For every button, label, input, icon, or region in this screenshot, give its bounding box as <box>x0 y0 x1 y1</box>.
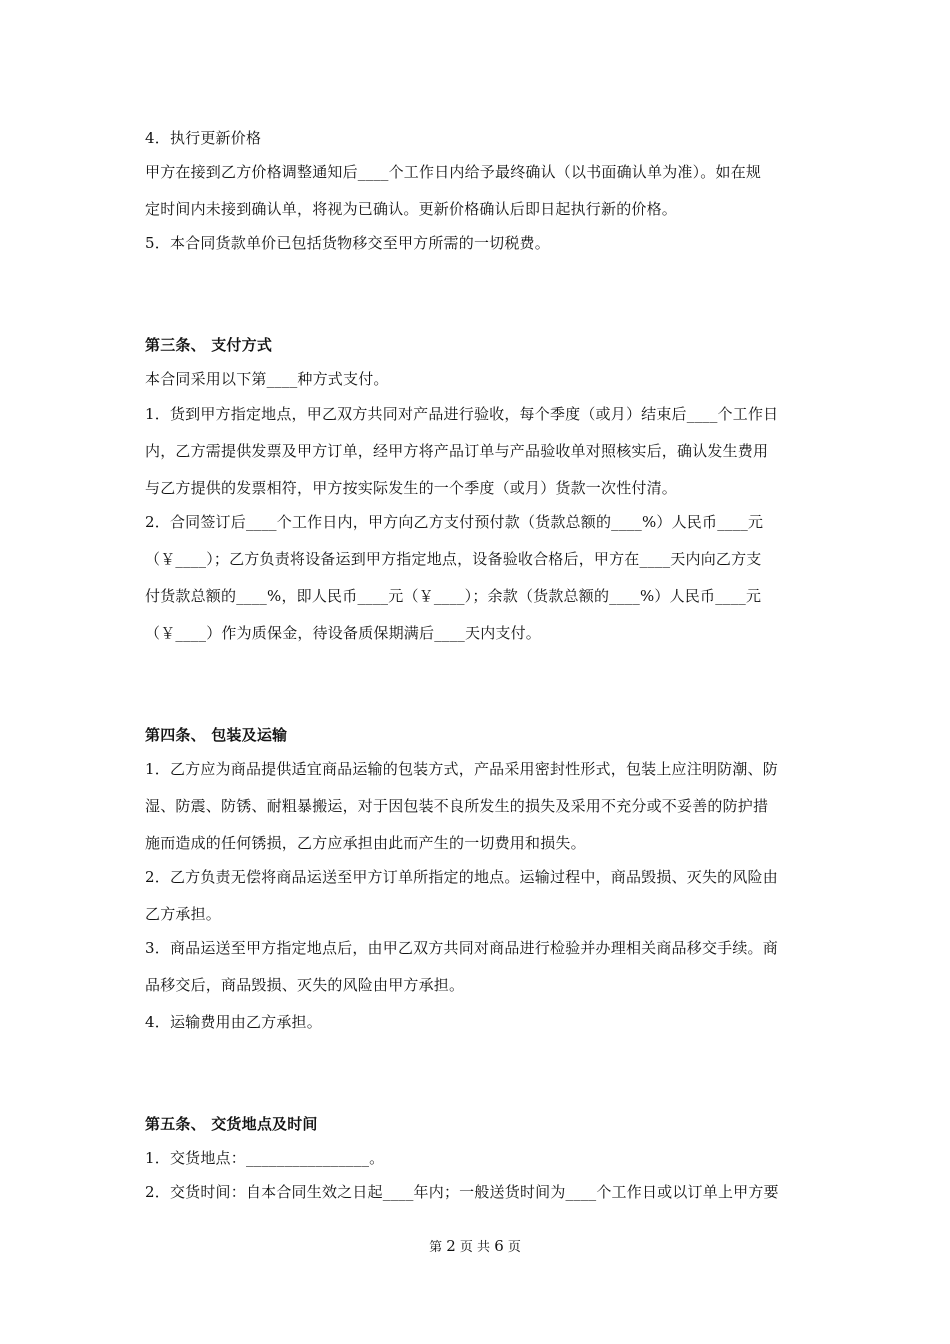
page-footer <box>0 1236 950 1258</box>
clause-line: 与乙方提供的发票相符，甲方按实际发生的一个季度（或月）货款一次性付清。 <box>145 479 678 497</box>
clause-line: 2．合同签订后____个工作日内，甲方向乙方支付预付款（货款总额的____%）人民币____元 <box>145 513 764 531</box>
footer-total-pages: 6 <box>494 1237 504 1255</box>
clause-line: 付货款总额的____%，即人民币____元（￥____）；余款（货款总额的____%）人民币____元 <box>145 587 762 605</box>
footer-suffix: 页 <box>507 1240 521 1255</box>
clause-line: 乙方承担。 <box>145 905 222 923</box>
clause-line: 5．本合同货款单价已包括货物移交至甲方所需的一切税费。 <box>145 234 550 252</box>
clause-line: 1．乙方应为商品提供适宜商品运输的包装方式，产品采用密封性形式，包装上应注明防潮、防 <box>145 760 778 778</box>
clause-line: 4．执行更新价格 <box>145 129 262 147</box>
clause-line: 本合同采用以下第____种方式支付。 <box>145 370 389 388</box>
clause-line: 2．乙方负责无偿将商品运送至甲方订单所指定的地点。运输过程中，商品毁损、灭失的风险由 <box>145 868 778 886</box>
clause-line: 品移交后，商品毁损、灭失的风险由甲方承担。 <box>145 976 465 994</box>
section-heading-delivery: 第五条、 交货地点及时间 <box>145 1115 318 1133</box>
clause-line: 4．运输费用由乙方承担。 <box>145 1013 322 1031</box>
clause-line: （￥____）作为质保金，待设备质保期满后____天内支付。 <box>145 624 542 642</box>
footer-prefix: 第 <box>429 1240 443 1255</box>
section-heading-payment: 第三条、 支付方式 <box>145 336 273 354</box>
clause-line: 2．交货时间：自本合同生效之日起____年内；一般送货时间为____个工作日或以订单上甲方要 <box>145 1183 779 1201</box>
clause-line: 1．货到甲方指定地点，甲乙双方共同对产品进行验收，每个季度（或月）结束后____个工作日 <box>145 405 779 423</box>
section-heading-packaging: 第四条、 包装及运输 <box>145 726 288 744</box>
clause-line: 3．商品运送至甲方指定地点后，由甲乙双方共同对商品进行检验并办理相关商品移交手续。商 <box>145 939 778 957</box>
clause-line: 定时间内未接到确认单，将视为已确认。更新价格确认后即日起执行新的价格。 <box>145 200 678 218</box>
clause-line: （￥____）；乙方负责将设备运到甲方指定地点，设备验收合格后，甲方在____天内向乙方支 <box>145 550 762 568</box>
clause-line: 1．交货地点：________________。 <box>145 1149 385 1167</box>
clause-line: 甲方在接到乙方价格调整通知后____个工作日内给予最终确认（以书面确认单为准）。如在规 <box>145 163 762 181</box>
footer-middle: 页 共 <box>459 1240 491 1255</box>
footer-page-number: 2 <box>446 1237 456 1255</box>
clause-line: 施而造成的任何锈损，乙方应承担由此而产生的一切费用和损失。 <box>145 834 586 852</box>
clause-line: 湿、防震、防锈、耐粗暴搬运，对于因包装不良所发生的损失及采用不充分或不妥善的防护措 <box>145 797 769 815</box>
clause-line: 内，乙方需提供发票及甲方订单，经甲方将产品订单与产品验收单对照核实后，确认发生费用 <box>145 442 769 460</box>
